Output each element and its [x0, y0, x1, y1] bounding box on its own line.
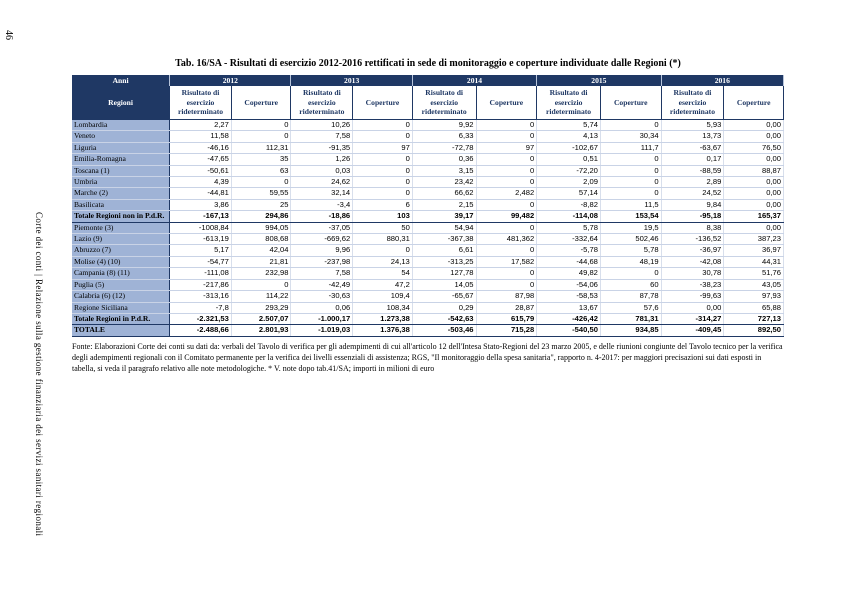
risultato-cell: 10,26: [291, 120, 353, 131]
risultato-cell: -91,35: [291, 142, 353, 153]
risultato-cell: -540,50: [537, 325, 601, 336]
risultato-cell: -54,77: [170, 256, 232, 267]
table-row: [72, 234, 784, 245]
region-cell: Molise (4) (10): [72, 256, 170, 267]
risultato-cell: 3,15: [412, 165, 476, 176]
region-cell: Regione Siciliana: [72, 302, 170, 313]
risultato-cell: 11,58: [170, 131, 232, 142]
risultato-cell: -332,64: [537, 234, 601, 245]
coperture-cell: 97: [476, 142, 537, 153]
coperture-cell: 892,50: [724, 325, 784, 336]
coperture-cell: 17,582: [476, 256, 537, 267]
risultato-cell: -63,67: [661, 142, 724, 153]
coperture-cell: 108,34: [353, 302, 413, 313]
risultato-cell: -313,25: [412, 256, 476, 267]
risultato-cell: 0,06: [291, 302, 353, 313]
risultato-cell: 39,17: [412, 211, 476, 222]
risultato-cell: -542,63: [412, 313, 476, 324]
coperture-cell: 387,23: [724, 234, 784, 245]
coperture-cell: 0: [231, 120, 291, 131]
coperture-cell: 0: [476, 177, 537, 188]
risultato-header: Risultato di esercizio rideterminato: [291, 86, 353, 120]
region-cell: Lazio (9): [72, 234, 170, 245]
coperture-cell: 0,00: [724, 199, 784, 210]
anni-header: Anni: [72, 75, 170, 86]
coperture-cell: 0: [600, 177, 661, 188]
risultato-cell: -167,13: [170, 211, 232, 222]
coperture-cell: 63: [231, 165, 291, 176]
risultato-cell: 13,67: [537, 302, 601, 313]
table-row: [72, 131, 784, 142]
table-row: [72, 165, 784, 176]
source-note: Fonte: Elaborazioni Corte dei conti su dati da: verbali del Tavolo di verifica per gli adempimenti di cui all'articolo 12 dell'Intesa Stato-Regioni del 23 marzo 2005, e delle riunioni congiunte del Tavolo tecnico per la verifica degli adempimenti regionali con il Comitato permanente per la verifica dei livelli essenziali di assistenza; RGS, "Il monitoraggio della spesa sanitaria", rapporto n. 4-2017: per maggiori precisazioni sui dati esposti in tabella, si veda il paragrafo relativo alle note metodologiche. * V. note dopo tab.41/SA; importi in milioni di euro: [72, 342, 783, 373]
coperture-cell: 0: [476, 222, 537, 233]
risultato-cell: -37,05: [291, 222, 353, 233]
coperture-cell: 0: [476, 199, 537, 210]
region-cell: Basilicata: [72, 199, 170, 210]
risultato-cell: 0,00: [661, 302, 724, 313]
coperture-cell: 0,00: [724, 177, 784, 188]
coperture-header: Coperture: [476, 86, 537, 120]
coperture-cell: 24,13: [353, 256, 413, 267]
risultato-cell: -313,16: [170, 291, 232, 302]
coperture-cell: 0: [353, 245, 413, 256]
risultato-cell: 6,33: [412, 131, 476, 142]
coperture-cell: 0: [476, 279, 537, 290]
coperture-cell: 44,31: [724, 256, 784, 267]
coperture-cell: 1.273,38: [353, 313, 413, 324]
coperture-cell: 2.801,93: [231, 325, 291, 336]
coperture-cell: 0: [600, 154, 661, 165]
risultato-header: Risultato di esercizio rideterminato: [661, 86, 724, 120]
coperture-cell: 293,29: [231, 302, 291, 313]
coperture-cell: 934,85: [600, 325, 661, 336]
risultato-cell: 2,09: [537, 177, 601, 188]
year-header: 2012: [170, 75, 291, 86]
risultato-cell: -1.019,03: [291, 325, 353, 336]
coperture-cell: 0,00: [724, 188, 784, 199]
table-total-row: [72, 313, 784, 324]
region-cell: Calabria (6) (12): [72, 291, 170, 302]
coperture-cell: 99,482: [476, 211, 537, 222]
table-row: [72, 177, 784, 188]
coperture-cell: 0: [476, 165, 537, 176]
table-row: [72, 268, 784, 279]
coperture-header: Coperture: [231, 86, 291, 120]
risultato-cell: -1008,84: [170, 222, 232, 233]
risultato-cell: 8,38: [661, 222, 724, 233]
risultato-cell: 0,36: [412, 154, 476, 165]
risultato-cell: -8,82: [537, 199, 601, 210]
coperture-cell: 0: [600, 165, 661, 176]
risultato-cell: -409,45: [661, 325, 724, 336]
risultato-cell: 6,61: [412, 245, 476, 256]
risultato-cell: -58,53: [537, 291, 601, 302]
risultato-cell: 24,62: [291, 177, 353, 188]
coperture-cell: 1.376,38: [353, 325, 413, 336]
risultato-cell: -65,67: [412, 291, 476, 302]
table-row: [72, 199, 784, 210]
coperture-cell: 21,81: [231, 256, 291, 267]
coperture-cell: 11,5: [600, 199, 661, 210]
coperture-cell: 880,31: [353, 234, 413, 245]
risultato-cell: 13,73: [661, 131, 724, 142]
risultato-cell: -44,81: [170, 188, 232, 199]
coperture-cell: 808,68: [231, 234, 291, 245]
region-cell: Marche (2): [72, 188, 170, 199]
risultato-cell: 7,58: [291, 131, 353, 142]
coperture-cell: 59,55: [231, 188, 291, 199]
risultato-cell: -5,78: [537, 245, 601, 256]
risultato-cell: -88,59: [661, 165, 724, 176]
coperture-cell: 0: [476, 268, 537, 279]
coperture-cell: 88,87: [724, 165, 784, 176]
coperture-cell: 715,28: [476, 325, 537, 336]
risultato-cell: 5,74: [537, 120, 601, 131]
risultato-cell: -136,52: [661, 234, 724, 245]
risultato-cell: 54,94: [412, 222, 476, 233]
table-row: [72, 256, 784, 267]
coperture-cell: 0: [353, 154, 413, 165]
risultato-cell: -217,86: [170, 279, 232, 290]
table-row: [72, 245, 784, 256]
risultato-cell: 127,78: [412, 268, 476, 279]
coperture-cell: 2,482: [476, 188, 537, 199]
risultato-cell: 2,15: [412, 199, 476, 210]
risultato-cell: 1,26: [291, 154, 353, 165]
region-cell: TOTALE: [72, 325, 170, 336]
region-cell: Toscana (1): [72, 165, 170, 176]
coperture-cell: 43,05: [724, 279, 784, 290]
risultato-cell: 23,42: [412, 177, 476, 188]
risultato-cell: -95,18: [661, 211, 724, 222]
coperture-cell: 6: [353, 199, 413, 210]
coperture-cell: 615,79: [476, 313, 537, 324]
risultato-cell: -1.000,17: [291, 313, 353, 324]
risultato-cell: 0,03: [291, 165, 353, 176]
region-cell: Piemonte (3): [72, 222, 170, 233]
risultato-cell: 4,13: [537, 131, 601, 142]
coperture-cell: 50: [353, 222, 413, 233]
coperture-cell: 0: [231, 279, 291, 290]
year-header: 2016: [661, 75, 783, 86]
coperture-cell: 97,93: [724, 291, 784, 302]
risultato-cell: -503,46: [412, 325, 476, 336]
risultato-cell: 3,86: [170, 199, 232, 210]
risultato-header: Risultato di esercizio rideterminato: [537, 86, 601, 120]
risultato-header: Risultato di esercizio rideterminato: [412, 86, 476, 120]
risultato-cell: -99,63: [661, 291, 724, 302]
results-table: [72, 75, 784, 337]
coperture-cell: 25: [231, 199, 291, 210]
risultato-cell: 9,84: [661, 199, 724, 210]
coperture-cell: 781,31: [600, 313, 661, 324]
coperture-cell: 2.507,07: [231, 313, 291, 324]
coperture-header: Coperture: [353, 86, 413, 120]
risultato-cell: 14,05: [412, 279, 476, 290]
risultato-cell: -314,27: [661, 313, 724, 324]
risultato-cell: 57,14: [537, 188, 601, 199]
table-row: [72, 291, 784, 302]
region-cell: Liguria: [72, 142, 170, 153]
coperture-cell: 0: [476, 154, 537, 165]
risultato-cell: 66,62: [412, 188, 476, 199]
region-cell: Veneto: [72, 131, 170, 142]
table-row: [72, 120, 784, 131]
coperture-cell: 114,22: [231, 291, 291, 302]
region-cell: Lombardia: [72, 120, 170, 131]
coperture-cell: 109,4: [353, 291, 413, 302]
coperture-cell: 294,86: [231, 211, 291, 222]
risultato-cell: -47,65: [170, 154, 232, 165]
coperture-cell: 65,88: [724, 302, 784, 313]
coperture-cell: 0: [600, 268, 661, 279]
coperture-cell: 5,78: [600, 245, 661, 256]
page-number: 46: [3, 30, 14, 40]
coperture-cell: 0: [600, 188, 661, 199]
table-row: [72, 302, 784, 313]
risultato-cell: 5,78: [537, 222, 601, 233]
table-row: [72, 279, 784, 290]
region-cell: Emilia-Romagna: [72, 154, 170, 165]
coperture-cell: 502,46: [600, 234, 661, 245]
table-body: [72, 120, 784, 337]
risultato-cell: -613,19: [170, 234, 232, 245]
table-row: [72, 142, 784, 153]
risultato-cell: -2.321,53: [170, 313, 232, 324]
risultato-cell: 2,89: [661, 177, 724, 188]
risultato-cell: -111,08: [170, 268, 232, 279]
year-header: 2015: [537, 75, 661, 86]
risultato-cell: -18,86: [291, 211, 353, 222]
coperture-cell: 54: [353, 268, 413, 279]
coperture-cell: 0: [231, 177, 291, 188]
coperture-cell: 42,04: [231, 245, 291, 256]
coperture-cell: 36,97: [724, 245, 784, 256]
risultato-cell: -42,08: [661, 256, 724, 267]
region-cell: Puglia (5): [72, 279, 170, 290]
year-header: 2014: [412, 75, 536, 86]
table-total-row: [72, 211, 784, 222]
risultato-cell: 5,93: [661, 120, 724, 131]
risultato-cell: 5,17: [170, 245, 232, 256]
risultato-cell: -114,08: [537, 211, 601, 222]
coperture-cell: 87,78: [600, 291, 661, 302]
risultato-cell: 4,39: [170, 177, 232, 188]
coperture-cell: 0: [353, 165, 413, 176]
coperture-cell: 0,00: [724, 120, 784, 131]
risultato-cell: -3,4: [291, 199, 353, 210]
risultato-cell: 0,51: [537, 154, 601, 165]
coperture-cell: 0: [476, 120, 537, 131]
side-running-title: Corte dei conti | Relazione sulla gestione finanziaria dei servizi sanitari regionali: [34, 212, 44, 537]
risultato-cell: -54,06: [537, 279, 601, 290]
coperture-cell: 0: [476, 131, 537, 142]
coperture-cell: 165,37: [724, 211, 784, 222]
risultato-cell: 30,78: [661, 268, 724, 279]
table-title: Tab. 16/SA - Risultati di esercizio 2012-2016 rettificati in sede di monitoraggio e coperture individuate dalle Regioni (*): [175, 58, 681, 69]
risultato-cell: -669,62: [291, 234, 353, 245]
coperture-cell: 28,87: [476, 302, 537, 313]
coperture-cell: 47,2: [353, 279, 413, 290]
coperture-cell: 481,362: [476, 234, 537, 245]
coperture-cell: 30,34: [600, 131, 661, 142]
coperture-cell: 112,31: [231, 142, 291, 153]
coperture-cell: 0,00: [724, 222, 784, 233]
risultato-cell: -46,16: [170, 142, 232, 153]
coperture-cell: 0: [353, 131, 413, 142]
region-cell: Abruzzo (7): [72, 245, 170, 256]
coperture-header: Coperture: [724, 86, 784, 120]
risultato-cell: 24,52: [661, 188, 724, 199]
coperture-cell: 76,50: [724, 142, 784, 153]
coperture-cell: 48,19: [600, 256, 661, 267]
risultato-cell: -72,20: [537, 165, 601, 176]
column-header-row: [72, 86, 784, 120]
risultato-cell: 9,96: [291, 245, 353, 256]
risultato-cell: 0,17: [661, 154, 724, 165]
risultato-cell: 49,82: [537, 268, 601, 279]
coperture-cell: 97: [353, 142, 413, 153]
coperture-cell: 103: [353, 211, 413, 222]
risultato-header: Risultato di esercizio rideterminato: [170, 86, 232, 120]
coperture-cell: 87,98: [476, 291, 537, 302]
coperture-cell: 0,00: [724, 154, 784, 165]
risultato-cell: -7,8: [170, 302, 232, 313]
risultato-cell: 9,92: [412, 120, 476, 131]
coperture-header: Coperture: [600, 86, 661, 120]
coperture-cell: 153,54: [600, 211, 661, 222]
risultato-cell: -426,42: [537, 313, 601, 324]
coperture-cell: 0: [231, 131, 291, 142]
coperture-cell: 19,5: [600, 222, 661, 233]
risultato-cell: -36,97: [661, 245, 724, 256]
coperture-cell: 0,00: [724, 131, 784, 142]
risultato-cell: 2,27: [170, 120, 232, 131]
risultato-cell: -237,98: [291, 256, 353, 267]
coperture-cell: 994,05: [231, 222, 291, 233]
coperture-cell: 0: [476, 245, 537, 256]
coperture-cell: 35: [231, 154, 291, 165]
region-cell: Campania (8) (11): [72, 268, 170, 279]
year-header: 2013: [291, 75, 412, 86]
table-row: [72, 154, 784, 165]
region-cell: Totale Regioni non in P.d.R.: [72, 211, 170, 222]
coperture-cell: 0: [353, 188, 413, 199]
risultato-cell: -367,38: [412, 234, 476, 245]
risultato-cell: -102,67: [537, 142, 601, 153]
risultato-cell: 0,29: [412, 302, 476, 313]
coperture-cell: 727,13: [724, 313, 784, 324]
coperture-cell: 60: [600, 279, 661, 290]
risultato-cell: -2.488,66: [170, 325, 232, 336]
coperture-cell: 57,6: [600, 302, 661, 313]
coperture-cell: 0: [600, 120, 661, 131]
risultato-cell: 7,58: [291, 268, 353, 279]
risultato-cell: -72,78: [412, 142, 476, 153]
risultato-cell: -38,23: [661, 279, 724, 290]
table-total-row: [72, 325, 784, 336]
risultato-cell: 32,14: [291, 188, 353, 199]
region-cell: Umbria: [72, 177, 170, 188]
coperture-cell: 111,7: [600, 142, 661, 153]
coperture-cell: 0: [353, 177, 413, 188]
coperture-cell: 232,98: [231, 268, 291, 279]
risultato-cell: -30,63: [291, 291, 353, 302]
region-cell: Totale Regioni in P.d.R.: [72, 313, 170, 324]
risultato-cell: -44,68: [537, 256, 601, 267]
regioni-header: Regioni: [72, 86, 170, 120]
table-row: [72, 188, 784, 199]
year-header-row: [72, 75, 784, 86]
coperture-cell: 0: [353, 120, 413, 131]
coperture-cell: 51,76: [724, 268, 784, 279]
risultato-cell: -50,61: [170, 165, 232, 176]
table-row: [72, 222, 784, 233]
risultato-cell: -42,49: [291, 279, 353, 290]
